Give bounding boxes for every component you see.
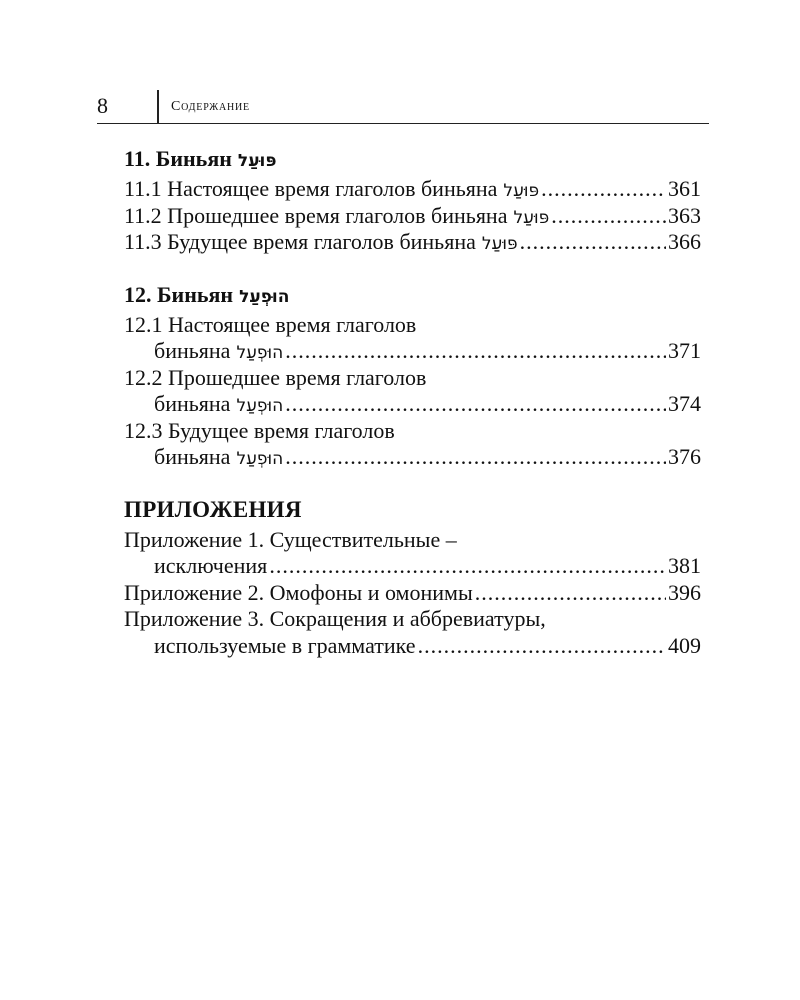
- dot-leader: [541, 176, 666, 202]
- page-number: 8: [97, 93, 108, 118]
- section-title-hebrew: פּוּעַל: [237, 151, 277, 171]
- entry-page: 366: [668, 229, 701, 254]
- dot-leader: [285, 391, 666, 417]
- section-title: [124, 282, 701, 312]
- toc-section-appendices: [124, 497, 701, 660]
- toc-entry[interactable]: [124, 229, 701, 256]
- dot-leader: [520, 229, 666, 255]
- entry-title: биньяна: [154, 391, 231, 416]
- entry-page: 363: [668, 202, 701, 228]
- entry-hebrew: הוּפְעַל: [236, 449, 284, 469]
- entry-title-line1: 12.3 Будущее время глаголов: [124, 417, 395, 443]
- header-divider: [157, 90, 159, 123]
- entry-title: 11.2 Прошедшее время глаголов биньяна: [124, 202, 508, 228]
- entry-title: биньяна: [154, 338, 231, 363]
- entry-page: 361: [668, 176, 701, 201]
- entry-page: 376: [668, 444, 701, 469]
- entry-title: биньяна: [154, 444, 231, 469]
- entry-title-line1: Приложение 1. Существительные –: [124, 526, 457, 552]
- toc-entry[interactable]: [124, 312, 701, 365]
- section-title-text: ПРИЛОЖЕНИЯ: [124, 496, 302, 522]
- section-title: [124, 497, 701, 527]
- entry-title: 11.1 Настоящее время глаголов биньяна: [124, 176, 498, 201]
- dot-leader: [269, 553, 666, 579]
- entry-page: 374: [668, 391, 701, 416]
- section-title-text: 11. Биньян: [124, 146, 232, 171]
- section-title-hebrew: הוּפְעַל: [239, 286, 290, 307]
- entry-title-line1: 12.1 Настоящее время глаголов: [124, 311, 417, 337]
- toc-section-12: [124, 282, 701, 471]
- entry-page: 381: [668, 553, 701, 578]
- dot-leader: [285, 338, 666, 364]
- entry-title-line1: 12.2 Прошедшее время глаголов: [124, 364, 427, 390]
- toc-entry[interactable]: [124, 176, 701, 203]
- entry-hebrew: פּוּעַל: [513, 207, 550, 228]
- entry-hebrew: פּוּעַל: [481, 234, 518, 254]
- entry-hebrew: הוּפְעַל: [236, 343, 284, 363]
- entry-hebrew: פּוּעַל: [503, 181, 540, 201]
- toc-section-11: [124, 146, 701, 256]
- table-of-contents: [124, 146, 701, 685]
- toc-entry[interactable]: [124, 365, 701, 418]
- section-title: [124, 146, 701, 176]
- entry-hebrew: הוּפְעַל: [236, 396, 284, 416]
- toc-entry[interactable]: [124, 580, 701, 607]
- page-header: [97, 90, 709, 124]
- entry-page: 396: [668, 579, 701, 605]
- dot-leader: [285, 444, 666, 470]
- entry-page: 371: [668, 338, 701, 363]
- entry-title: 11.3 Будущее время глаголов биньяна: [124, 229, 476, 254]
- entry-title: используемые в грамматике: [154, 632, 416, 658]
- toc-entry[interactable]: [124, 606, 701, 659]
- entry-title: исключения: [154, 553, 268, 578]
- entry-title-line1: Приложение 3. Сокращения и аббревиатуры,: [124, 606, 546, 631]
- section-title-text: 12. Биньян: [124, 281, 234, 307]
- toc-entry[interactable]: [124, 527, 701, 580]
- entry-title: Приложение 2. Омофоны и омонимы: [124, 579, 473, 605]
- entry-page: 409: [668, 632, 701, 658]
- toc-entry[interactable]: [124, 418, 701, 471]
- dot-leader: [418, 633, 666, 659]
- dot-leader: [475, 580, 666, 606]
- running-head: Содержание: [171, 99, 250, 114]
- dot-leader: [551, 203, 666, 229]
- toc-entry[interactable]: [124, 203, 701, 230]
